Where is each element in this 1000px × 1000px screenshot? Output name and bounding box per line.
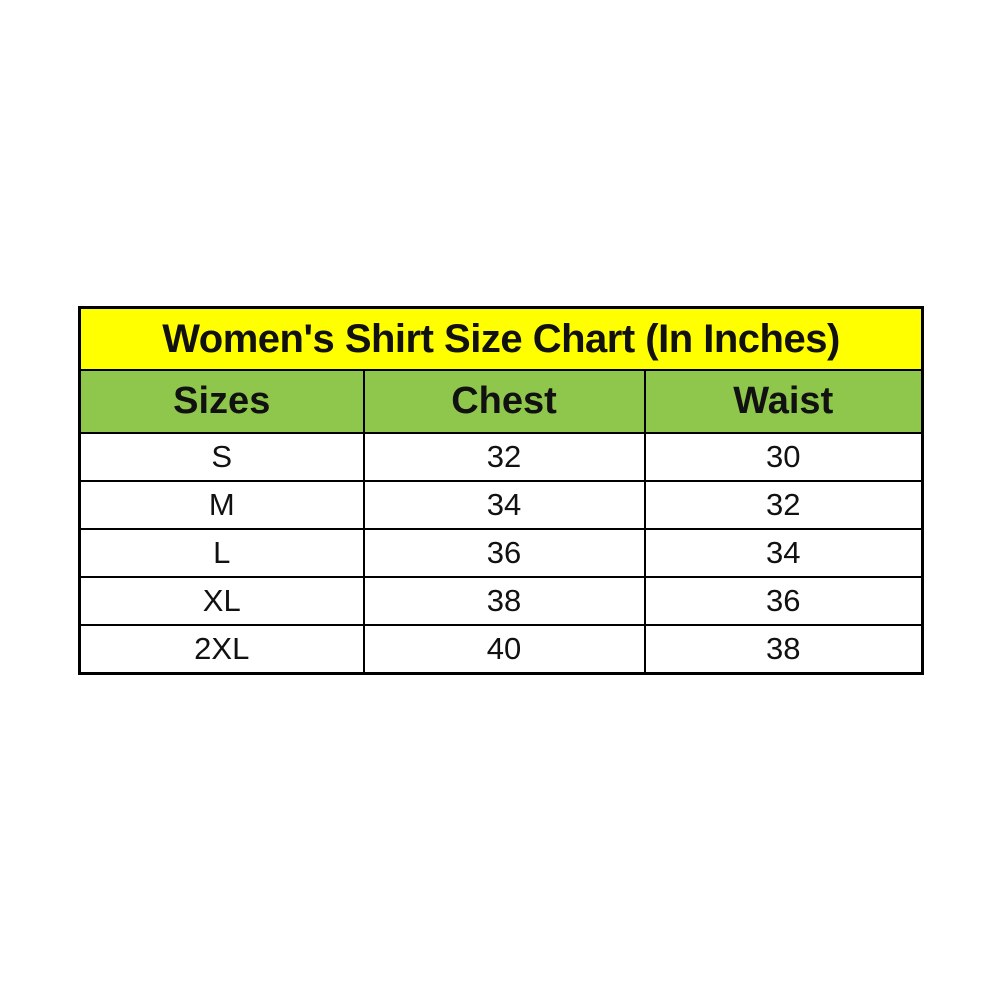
waist-cell: 32 bbox=[645, 481, 923, 529]
table-row-xl bbox=[80, 577, 923, 625]
size-cell: XL bbox=[80, 577, 364, 625]
size-chart-table bbox=[78, 306, 924, 675]
table-row-l bbox=[80, 529, 923, 577]
chest-cell: 40 bbox=[364, 625, 645, 674]
waist-cell: 30 bbox=[645, 433, 923, 481]
chest-cell: 38 bbox=[364, 577, 645, 625]
table-row-2xl bbox=[80, 625, 923, 674]
waist-cell: 36 bbox=[645, 577, 923, 625]
chest-cell: 32 bbox=[364, 433, 645, 481]
chest-cell: 34 bbox=[364, 481, 645, 529]
column-header-sizes: Sizes bbox=[80, 370, 364, 433]
column-header-waist: Waist bbox=[645, 370, 923, 433]
table-row-m bbox=[80, 481, 923, 529]
waist-cell: 34 bbox=[645, 529, 923, 577]
size-cell: S bbox=[80, 433, 364, 481]
column-header-row bbox=[80, 370, 923, 433]
size-cell: M bbox=[80, 481, 364, 529]
chest-cell: 36 bbox=[364, 529, 645, 577]
title-row bbox=[80, 308, 923, 371]
size-cell: L bbox=[80, 529, 364, 577]
waist-cell: 38 bbox=[645, 625, 923, 674]
table-title: Women's Shirt Size Chart (In Inches) bbox=[80, 308, 923, 371]
column-header-chest: Chest bbox=[364, 370, 645, 433]
size-cell: 2XL bbox=[80, 625, 364, 674]
table-row-s bbox=[80, 433, 923, 481]
